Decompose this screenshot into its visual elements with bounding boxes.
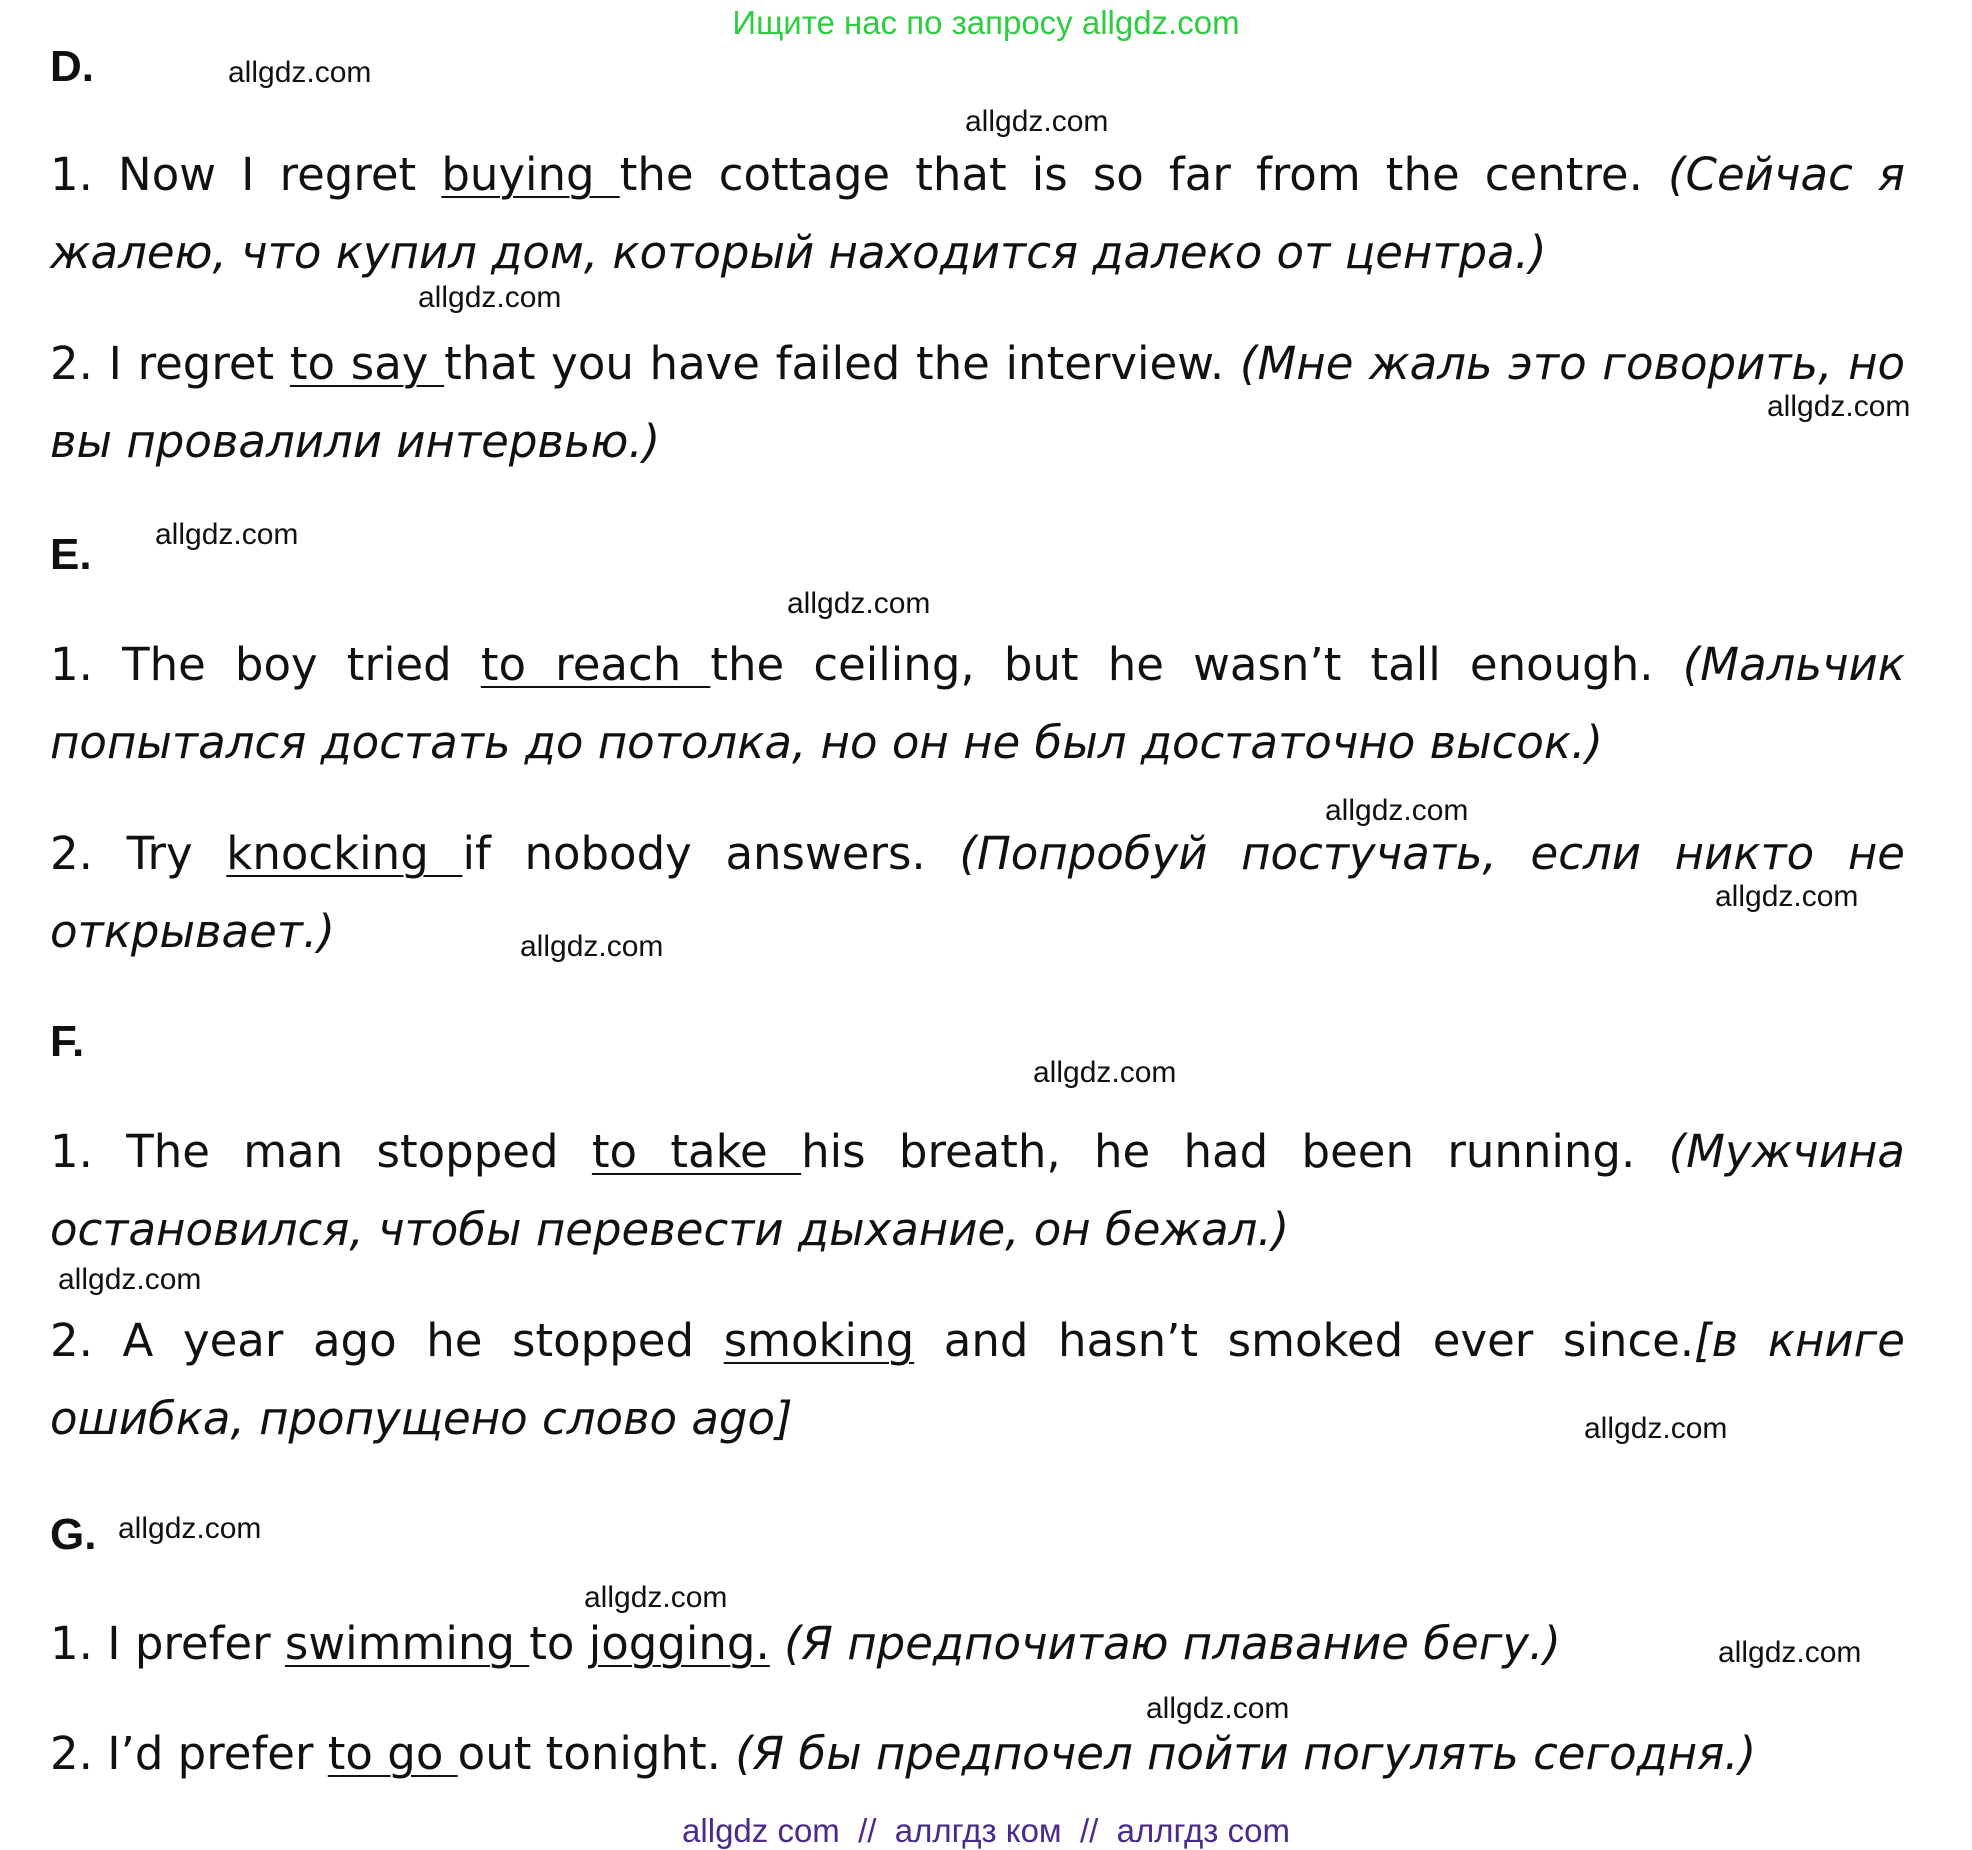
watermark: allgdz.com	[965, 105, 1109, 138]
watermark: allgdz.com	[1584, 1412, 1728, 1445]
sentence-text: 1. I prefer	[50, 1617, 285, 1670]
translation: (Я бы предпочел пойти погулять сегодня.)	[735, 1727, 1757, 1780]
underlined-answer: to reach	[480, 638, 711, 691]
watermark: allgdz.com	[584, 1581, 728, 1614]
watermark: allgdz.com	[1767, 390, 1911, 423]
sentence-text: that you have failed the interview.	[444, 337, 1240, 390]
watermark: allgdz.com	[1146, 1692, 1290, 1725]
item-e2	[50, 815, 1905, 971]
sentence-text	[770, 1617, 784, 1670]
watermark: allgdz.com	[1715, 880, 1859, 913]
item-e1	[50, 626, 1905, 782]
section-heading-f: F.	[50, 1017, 85, 1066]
watermark: allgdz.com	[228, 56, 372, 89]
underlined-answer: buying	[441, 148, 620, 201]
sentence-text: 2. Try	[50, 827, 227, 880]
translation: (Мне жаль это говорить, но вы провалили интервью.)	[50, 337, 1906, 468]
item-d1	[50, 136, 1905, 292]
translation: [в книге ошибка, пропущено слово ago]	[50, 1314, 1905, 1445]
watermark: allgdz.com	[1718, 1636, 1862, 1669]
item-d2	[50, 325, 1905, 481]
watermark: allgdz.com	[1325, 794, 1469, 827]
sentence-text: 2. I regret	[50, 337, 290, 390]
sentence-text: the ceiling, but he wasn’t tall enough.	[710, 638, 1683, 691]
sentence-text: his breath, he had been running.	[801, 1125, 1669, 1178]
item-g1	[50, 1605, 1905, 1683]
watermark: allgdz.com	[418, 281, 562, 314]
footer-links: allgdz com // аллгдз ком // аллгдз com	[682, 1812, 1290, 1849]
section-heading-d: D.	[50, 42, 94, 91]
underlined-answer: to take	[591, 1125, 802, 1178]
section-heading-g: G.	[50, 1510, 97, 1559]
underlined-answer: to go	[327, 1727, 458, 1780]
section-heading-e: E.	[50, 530, 92, 579]
sentence-text: to	[529, 1617, 589, 1670]
sentence-text: 1. The boy tried	[50, 638, 481, 691]
watermark: allgdz.com	[787, 587, 931, 620]
watermark: allgdz.com	[1033, 1056, 1177, 1089]
sentence-text: the cottage that is so far from the centre.	[619, 148, 1668, 201]
watermark: allgdz.com	[58, 1263, 202, 1296]
sentence-text: 2. A year ago he stopped	[50, 1314, 724, 1367]
underlined-answer: jogging.	[588, 1617, 770, 1670]
item-f1	[50, 1113, 1905, 1269]
translation: (Мальчик попытался достать до потолка, но он не был достаточно высок.)	[50, 638, 1905, 769]
translation: (Попробуй постучать, если никто не открывает.)	[50, 827, 1905, 958]
item-g2	[50, 1715, 1905, 1793]
sentence-text: 2. I’d prefer	[50, 1727, 328, 1780]
translation: (Я предпочитаю плавание бегу.)	[784, 1617, 1561, 1670]
sentence-text: 1. The man stopped	[50, 1125, 592, 1178]
underlined-answer: knocking	[226, 827, 463, 880]
watermark: allgdz.com	[118, 1512, 262, 1545]
sentence-text: if nobody answers.	[462, 827, 960, 880]
underlined-answer: to say	[289, 337, 445, 390]
sentence-text: out tonight.	[457, 1727, 736, 1780]
sentence-text: 1. Now I regret	[50, 148, 442, 201]
top-banner: Ищите нас по запросу allgdz.com	[732, 4, 1240, 41]
underlined-answer: smoking	[723, 1314, 915, 1367]
underlined-answer: swimming	[284, 1617, 530, 1670]
watermark: allgdz.com	[520, 930, 664, 963]
watermark: allgdz.com	[155, 518, 299, 551]
sentence-text: and hasn’t smoked ever since.	[914, 1314, 1695, 1367]
translation: (Мужчина остановился, чтобы перевести дыхание, он бежал.)	[50, 1125, 1905, 1256]
translation: (Сейчас я жалею, что купил дом, который находится далеко от центра.)	[50, 148, 1906, 279]
